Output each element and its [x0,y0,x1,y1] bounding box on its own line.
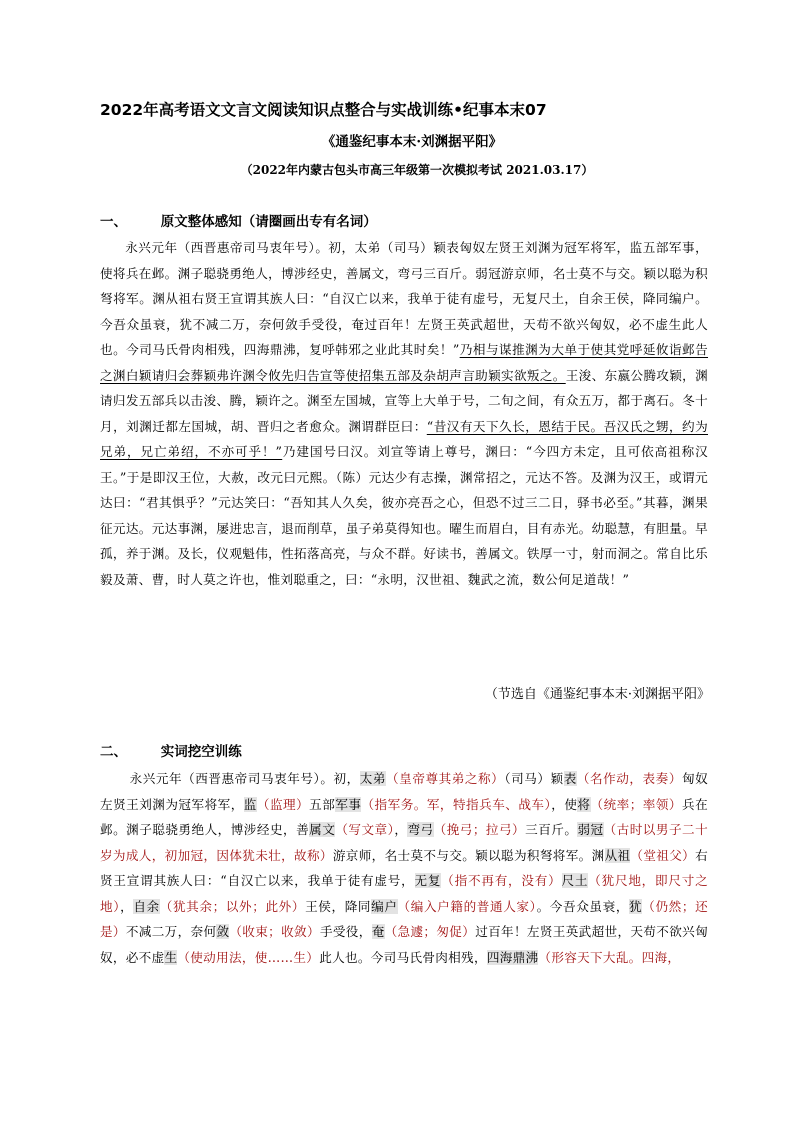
text-segment: 永兴元年（西晋惠帝司马衷年号）。初， [129,771,360,786]
highlighted-word: 奄 [371,924,385,939]
text-segment: 匈奴左贤王刘渊为冠军将军， [100,771,708,812]
highlighted-word: 敛 [216,924,230,939]
section-1-number: 一、 [100,214,127,230]
highlighted-word: 四海鼎沸 [486,949,539,965]
highlighted-word: 属文 [309,822,336,837]
word-annotation: （仍然；还是） [100,898,708,939]
word-annotation: （犹尺地，即尺寸之地） [100,873,709,914]
text-segment: ， [394,822,408,837]
highlighted-word: 犹 [629,898,643,914]
text-segment: 兵在邺。渊子聪骁勇绝人，博涉经史，善 [100,796,708,837]
word-annotation: （犹其余；以外；此外） [159,898,306,914]
word-annotation: （名作动，表奏） [576,771,682,786]
underlined-quote: “昔汉有天下久长，恩结于民。吾汉氏之甥，约为兄弟，兄亡弟绍，不亦可乎！” [100,418,709,459]
text-segment: 三百斤。 [525,822,578,837]
text-segment: 右贤王宣谓其族人曰：“自汉亡以来，我单于徒有虚号， [100,847,708,888]
word-annotation: （收束；收敛） [229,924,320,939]
word-annotation: （形容天下大乱。四海， [538,949,681,965]
highlighted-word: 将 [577,796,591,812]
highlighted-word: 监 [243,796,257,812]
highlighted-word: 自余 [133,898,160,914]
word-annotation: （挽弓；拉弓） [433,822,526,837]
text-opening: 永兴元年（西晋惠帝司马衷年号）。初，太弟（司马）颖表匈奴左贤王刘渊为冠军将军，监五部军事，使将兵在邺。渊子聪骁勇绝人，博涉经史，善属文，弯弓三百斤。弱冠游京师，名士莫不与交。颖以聪为积弩将军。渊从祖右贤王宣谓其族人曰：“自汉亡以来，我单于徒有虚号，无复尺土，自余王侯，降同编户。今吾众虽衰，犹不减二万，奈何敛手受役，奄过百年！左贤王英武超世，天苟不欲兴匈奴，必不虚生此人也。今司马氏骨肉相残，四海鼎沸，复呼韩邪之业此其时矣！” [100,240,708,357]
text-segment: 此人也。今司马氏骨肉相残， [319,949,487,965]
annotated-text-paragraph [100,766,708,970]
word-annotation: （使动用法，使……生） [177,949,320,965]
text-segment: 游京师，名士莫不与交。颖以聪为积弩将军。渊 [332,847,605,863]
text-middle: 王浚、东嬴公腾攻颖，渊请归发五部兵以击浚、腾，颖许之。渊至左国城，宣等上大单于号，二旬之间，有众五万，都于离石。冬十月，刘渊迁都左国城，胡、晋归之者愈众。渊谓群臣曰： [100,367,708,434]
text-segment: ，使 [551,796,578,812]
highlighted-word: 无复 [414,873,442,888]
word-annotation: （指军务。军，特指兵车、战车） [361,796,552,812]
highlighted-word: 弱冠 [577,822,604,837]
highlighted-word: 表 [563,771,577,786]
highlighted-word: 太弟 [359,771,387,786]
text-segment: 王侯，降同 [305,898,372,914]
word-annotation: （写文章） [335,822,395,837]
word-annotation: （皇帝尊其弟之称） [386,771,505,786]
text-segment: ， [120,898,134,914]
word-annotation: （统率；率领） [590,796,683,812]
section-2-number: 二、 [100,744,127,760]
section-1-title: 原文整体感知（请圈画出专有名词） [160,214,377,230]
underlined-sentence: 乃相与谋推渊为大单于使其党呼延攸诣邺告之渊白颖请归会葬颖弗许渊令攸先归告宣等使招集五部及杂胡声言助颖实欲叛之。 [100,342,709,383]
section-2-heading [100,740,242,760]
text-segment: 。今吾众虽衰， [536,898,630,914]
excerpt-source: （节选自《通鉴纪事本末·刘渊据平阳》 [484,687,710,702]
text-segment: 不减二万，奈何 [125,924,217,939]
highlighted-word: 弯弓 [407,822,434,837]
text-ending: 乃建国号曰汉。刘宣等请上尊号，渊曰：“今四方未定，且可依高祖称汉王。”于是即汉王位，大赦，改元曰元熙。（陈）元达少有志操，渊常招之，元达不答。及渊为汉王，或谓元达曰：“君其惧乎？”元达笑曰：“吾知其人久矣，彼亦亮吾之心，但恐不过三二日，驿书必至。”其暮，渊果征元达。元达事渊，屡进忠言，退而削草，虽子弟莫得知也。曜生而眉白，目有赤光。幼聪慧，有胆量。早孤，养于渊。及长，仪观魁伟，性拓落高亮，与众不群。好读书，善属文。铁厚一寸，射而洞之。常自比乐毅及萧、曹，时人莫之许也，惟刘聪重之，曰：“永明，汉世祖、魏武之流，数公何足道哉！” [100,444,708,587]
section-1-heading [100,210,377,230]
text-segment: 手受役， [319,924,372,939]
highlighted-word: 从祖 [604,847,631,863]
exam-source-line: （2022年内蒙古包头市高三年级第一次模拟考试 2021.03.17） [240,163,594,177]
text-segment: （司马）颖 [504,771,564,786]
page-subtitle: 《通鉴纪事本末·刘渊据平阳》 [321,134,503,150]
word-annotation: （编入户籍的普通人家） [397,898,537,914]
original-text-paragraph [100,235,708,592]
word-annotation: （指不再有，没有） [441,873,562,888]
page-title: 2022年高考语文文言文阅读知识点整合与实战训练•纪事本末07 [100,101,547,119]
word-annotation: （古时以男子二十岁为成人，初加冠，因体犹未壮，故称） [100,822,708,863]
text-segment: 五部 [309,796,336,812]
word-annotation: （堂祖父） [630,847,696,863]
highlighted-word: 编户 [371,898,398,914]
word-annotation: （急遽；匆促） [384,924,476,939]
text-segment: 过百年！左贤王英武超世，天苟不欲兴匈奴，必不虚 [100,924,708,965]
section-2-title: 实词挖空训练 [160,744,242,760]
highlighted-word: 军事 [335,796,362,812]
highlighted-word: 尺土 [561,873,589,888]
highlighted-word: 生 [164,949,178,965]
word-annotation: （监理） [256,796,310,812]
